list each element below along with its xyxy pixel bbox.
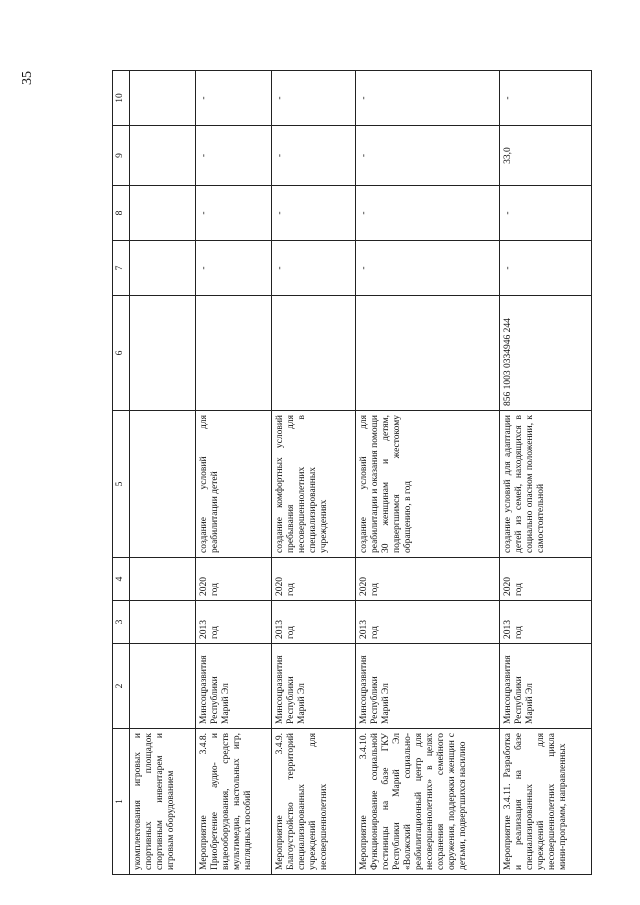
col-header: 2: [113, 644, 130, 729]
cell-value: -: [272, 126, 356, 186]
cell-value: -: [356, 126, 500, 186]
cell-activity: Мероприятие 3.4.8. Приобретение аудио- и видеооборудования, средств мультимедиа, настольных игр, наглядных пособий: [196, 729, 272, 875]
cell-executor: [130, 644, 196, 729]
cell-code: [356, 296, 500, 411]
cell-value: 33,0: [500, 126, 592, 186]
page-number: 35: [20, 71, 35, 85]
cell-code: [196, 296, 272, 411]
cell-code: 856 1003 0334946 244: [500, 296, 592, 411]
table-row: [130, 71, 196, 875]
col-header: 8: [113, 186, 130, 241]
cell-executor: Минсоцразвития Республики Марий Эл: [356, 644, 500, 729]
cell-value: -: [500, 186, 592, 241]
col-header: 9: [113, 126, 130, 186]
cell-executor: Минсоцразвития Республики Марий Эл: [272, 644, 356, 729]
cell-start: 2013 год: [196, 601, 272, 644]
cell-value: -: [196, 241, 272, 296]
cell-value: -: [272, 241, 356, 296]
cell-value: -: [356, 71, 500, 126]
col-header: 5: [113, 411, 130, 558]
cell-end: 2020 год: [356, 558, 500, 601]
cell-end: [130, 558, 196, 601]
table-row: [356, 71, 500, 875]
cell-activity: укомплектования игровых и спортивных площадок спортивным инвентарем и игровым оборудованием: [130, 729, 196, 875]
cell-end: 2020 год: [196, 558, 272, 601]
program-table: [112, 70, 592, 875]
cell-executor: Минсоцразвития Республики Марий Эл: [500, 644, 592, 729]
table-row: [500, 71, 592, 875]
cell-value: -: [196, 126, 272, 186]
col-header: 1: [113, 729, 130, 875]
cell-executor: Минсоцразвития Республики Марий Эл: [196, 644, 272, 729]
cell-code: [130, 296, 196, 411]
cell-value: [130, 241, 196, 296]
cell-result: создание условий для адаптации детей из семей, находящихся в социально опасном положении, к самостоятельной: [500, 411, 592, 558]
cell-activity: Мероприятие 3.4.11. Разработка и реализация на базе специализированных учреждений для несовершеннолетних цикла мини-программ, направленных: [500, 729, 592, 875]
table-row: [196, 71, 272, 875]
cell-value: [130, 71, 196, 126]
cell-value: -: [272, 186, 356, 241]
col-header: 4: [113, 558, 130, 601]
cell-end: 2020 год: [500, 558, 592, 601]
cell-value: -: [500, 71, 592, 126]
cell-activity: Мероприятие 3.4.9. Благоустройство территорий специализированных учреждений для несовершеннолетних: [272, 729, 356, 875]
cell-value: -: [196, 71, 272, 126]
cell-value: -: [196, 186, 272, 241]
cell-value: -: [500, 241, 592, 296]
col-header: 3: [113, 601, 130, 644]
col-header: 6: [113, 296, 130, 411]
cell-end: 2020 год: [272, 558, 356, 601]
cell-start: 2013 год: [272, 601, 356, 644]
column-numbers-row: [113, 71, 130, 875]
table-row: [272, 71, 356, 875]
col-header: 10: [113, 71, 130, 126]
cell-value: -: [356, 186, 500, 241]
col-header: 7: [113, 241, 130, 296]
cell-code: [272, 296, 356, 411]
cell-result: создание условий для реабилитации и оказания помощи 30 женщинам и детям, подвергшимся жестокому обращению, в год: [356, 411, 500, 558]
cell-start: 2013 год: [500, 601, 592, 644]
cell-value: -: [272, 71, 356, 126]
cell-activity: Мероприятие 3.4.10. Функционирование социальной гостиницы на базе ГКУ Республики Марий Эл «Волжский социально-реабилитационный центр для несовершеннолетних» в целях сохранения семейного окружения, поддержки женщин с детьми, подвергшихся насилию: [356, 729, 500, 875]
cell-value: [130, 186, 196, 241]
cell-result: создание комфортных условий пребывания для несовершеннолетних в специализированных учреждениях: [272, 411, 356, 558]
cell-start: 2013 год: [356, 601, 500, 644]
cell-start: [130, 601, 196, 644]
cell-value: -: [356, 241, 500, 296]
cell-result: создание условий для реабилитации детей: [196, 411, 272, 558]
cell-result: [130, 411, 196, 558]
cell-value: [130, 126, 196, 186]
